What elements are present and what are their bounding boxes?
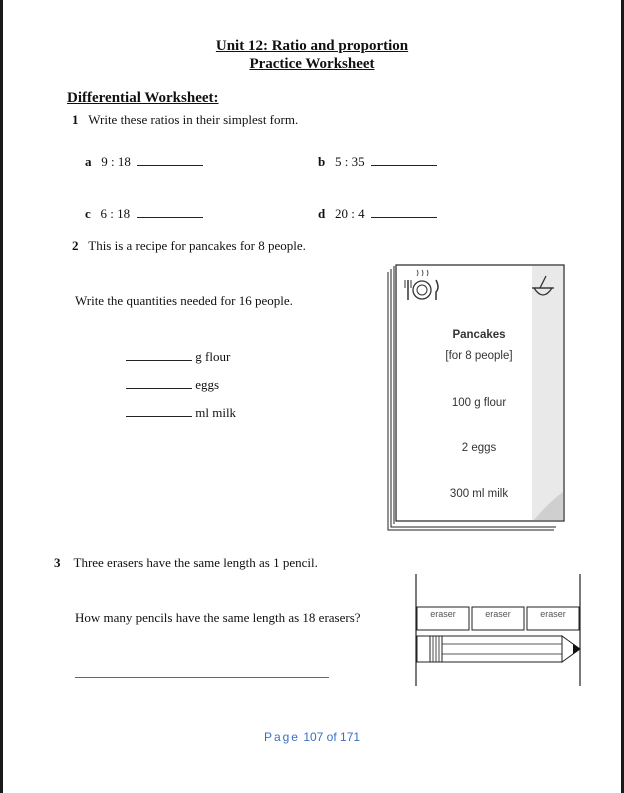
page-word: Page: [263, 730, 300, 744]
q1-prompt: 1 Write these ratios in their simplest form.: [72, 112, 299, 127]
q3-answer-line[interactable]: [75, 677, 329, 678]
worksheet-title: Practice Worksheet: [249, 56, 375, 72]
q2-prompt: 2 This is a recipe for pancakes for 8 people.: [72, 238, 306, 253]
q1b: b 5 : 35: [318, 154, 437, 170]
q2-number: 2: [72, 238, 79, 253]
q1d: d 20 : 4: [318, 206, 437, 222]
q1a-answer-blank[interactable]: [137, 165, 203, 166]
card-fold-shade: [532, 266, 563, 520]
eraser-label: eraser: [430, 609, 456, 619]
recipe-flour: 100 g flour: [451, 397, 507, 409]
page-footer: [0, 730, 624, 744]
recipe-subtitle: [for 8 people]: [445, 350, 513, 362]
q3-question: How many pencils have the same length as 18 erasers?: [75, 610, 361, 625]
unit-title: Unit 12: Ratio and proportion: [215, 38, 409, 54]
page-number: 107 of 171: [303, 730, 361, 744]
q1a: a 9 : 18: [85, 154, 203, 170]
flour-answer-blank[interactable]: [126, 360, 192, 361]
eraser-label: eraser: [485, 609, 511, 619]
milk-answer-blank[interactable]: [126, 416, 192, 417]
q3-prompt: 3 Three erasers have the same length as 1 pencil.: [54, 555, 318, 570]
q1c-answer-blank[interactable]: [137, 217, 203, 218]
recipe-title: Pancakes: [452, 329, 506, 341]
eraser-pencil-diagram: [412, 574, 584, 686]
q3-number: 3: [54, 555, 61, 570]
q2-answer-flour: g flour: [126, 349, 230, 365]
q2-answer-eggs: eggs: [126, 377, 219, 393]
recipe-eggs: 2 eggs: [461, 442, 497, 454]
q1-number: 1: [72, 112, 79, 127]
section-heading: Differential Worksheet:: [67, 90, 219, 106]
eggs-answer-blank[interactable]: [126, 388, 192, 389]
page-left-edge: [0, 0, 3, 793]
q1b-answer-blank[interactable]: [371, 165, 437, 166]
eraser-label: eraser: [540, 609, 566, 619]
pencil-icon: [417, 636, 580, 662]
q1c: c 6 : 18: [85, 206, 203, 222]
q1d-answer-blank[interactable]: [371, 217, 437, 218]
recipe-milk: 300 ml milk: [449, 488, 509, 500]
q2-instruction: Write the quantities needed for 16 people.: [75, 293, 293, 308]
q2-answer-milk: ml milk: [126, 405, 236, 421]
